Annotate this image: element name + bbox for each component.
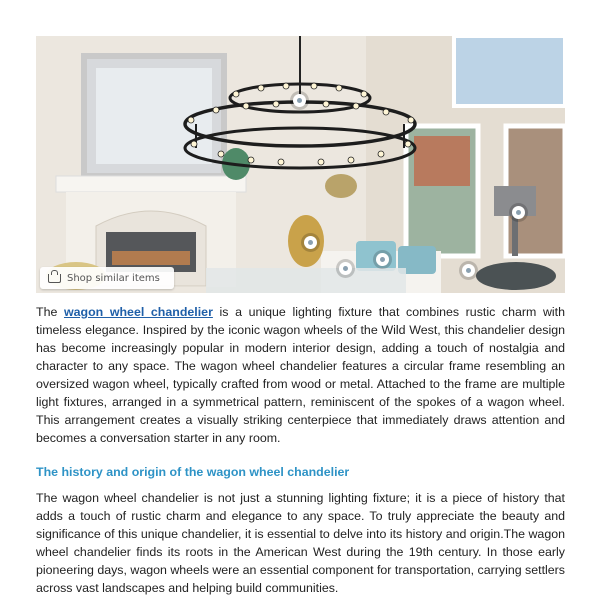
hotspot-decor[interactable] xyxy=(339,262,352,275)
shop-similar-items-label: Shop similar items xyxy=(67,272,160,284)
section-heading: The history and origin of the wagon wheel chandelier xyxy=(36,465,350,479)
living-room-photo xyxy=(36,36,565,293)
hotspot-table[interactable] xyxy=(462,264,475,277)
hotspot-lamp[interactable] xyxy=(512,206,525,219)
history-paragraph: The wagon wheel chandelier is not just a stunning lighting fixture; it is a piece of history that adds a touch of rustic charm and elegance to any space. To truly appreciate the beauty and significance of this unique chandelier, it is essential to delve into its history and origin.The wagon wheel chandelier finds its roots in the American West during the 19th century. In those early pioneering days, wagon wheels were an essential component for transportation, carrying settlers across vast landscapes and helping build communities. xyxy=(36,491,565,595)
wagon-wheel-chandelier-link[interactable]: wagon wheel chandelier xyxy=(63,305,213,319)
intro-text-rest: is a unique lighting fixture that combines rustic charm with timeless elegance. Inspired by the iconic wagon wheels of the Wild West, this chandelier design has become increasingly popular in modern interior design, adding a touch of nostalgia and character to any space. The wagon wheel chandelier features a circular frame resembling an oversized wagon wheel, typically crafted from wood or metal. Attached to the frame are multiple light fixtures, arranged in a symmetrical pattern, reminiscent of the spokes of a wagon wheel. This arrangement creates a visually striking centerpiece that immediately draws attention and becomes a conversation starter in any room. xyxy=(36,305,565,445)
intro-text-start: The xyxy=(36,305,64,319)
hotspot-pillow[interactable] xyxy=(376,253,389,266)
hotspot-chandelier[interactable] xyxy=(293,94,306,107)
hero-image[interactable] xyxy=(36,36,565,293)
intro-paragraph xyxy=(36,303,565,447)
shop-similar-items-button[interactable] xyxy=(40,267,174,289)
shopping-bag-icon xyxy=(48,274,61,283)
hotspot-vase[interactable] xyxy=(304,236,317,249)
